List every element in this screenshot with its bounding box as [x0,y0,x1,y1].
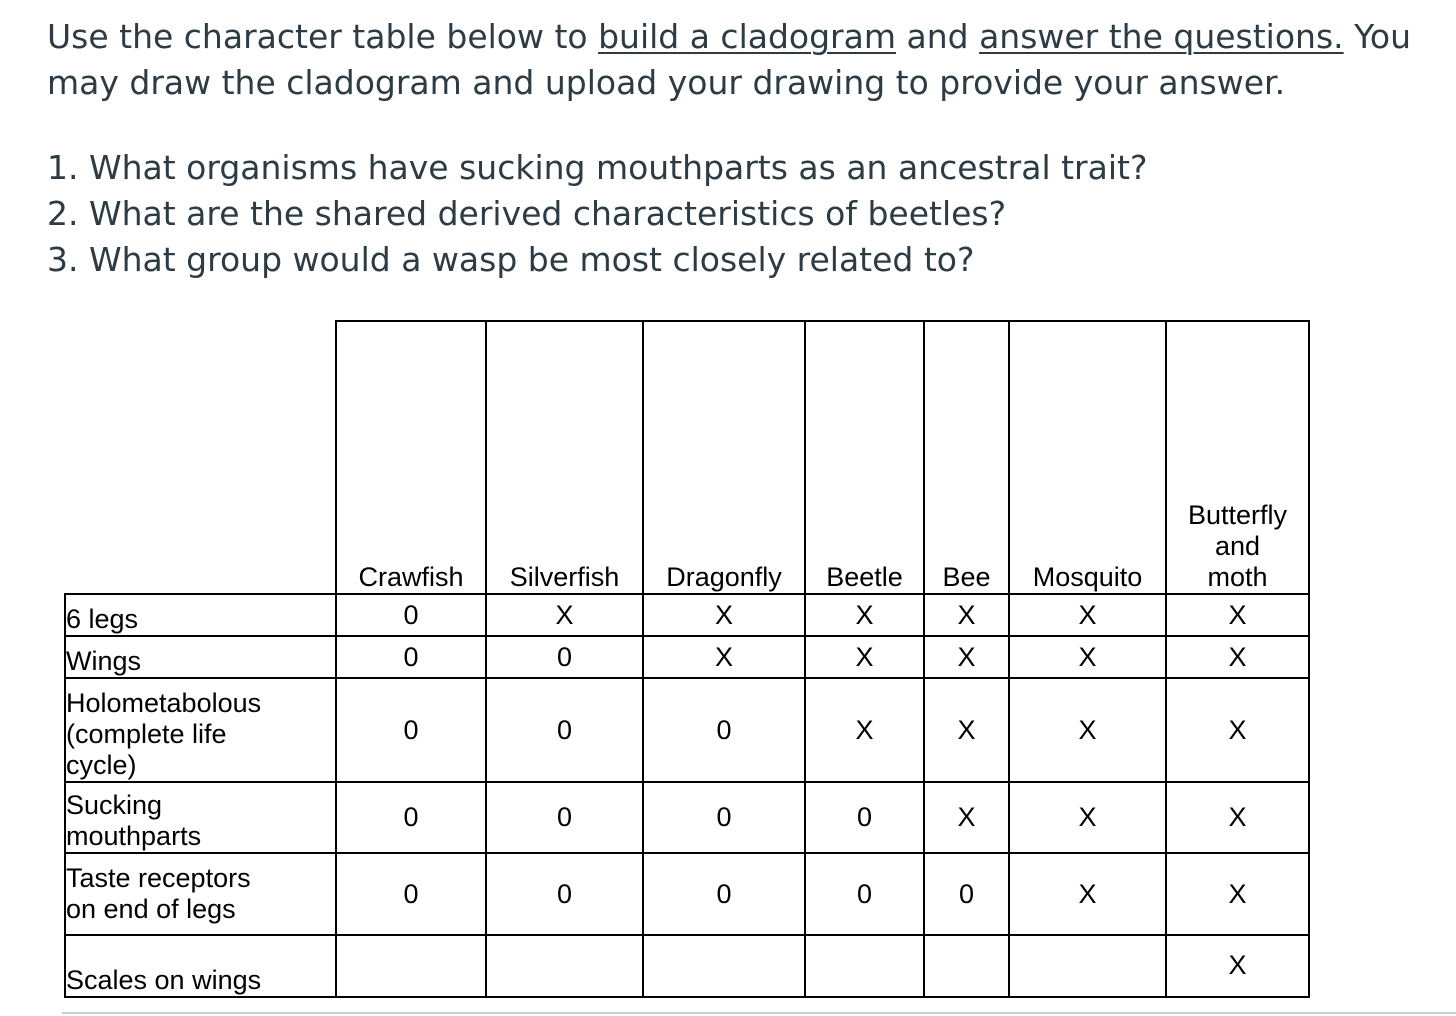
instructions-paragraph [47,14,1447,106]
trait-value: X [924,678,1009,782]
question-2: 2. What are the shared derived characteristics of beetles? [47,194,1007,233]
instructions-text-3: You may draw the cladogram and upload your drawing to provide your answer. [47,17,1412,102]
trait-value: X [486,594,643,636]
trait-value: 0 [924,853,1009,935]
trait-row-holometabolous [65,678,1309,782]
trait-value: X [924,782,1009,853]
trait-value: X [1009,636,1166,678]
character-table [64,320,1310,998]
trait-value: X [1166,853,1309,935]
trait-value [1009,935,1166,997]
trait-value: X [805,678,924,782]
trait-value: 0 [805,782,924,853]
trait-label: Scales on wings [65,935,336,997]
trait-value: 0 [643,678,805,782]
trait-value: X [1166,678,1309,782]
trait-value: 0 [486,636,643,678]
question-3: 3. What group would a wasp be most closely related to? [47,240,975,279]
trait-value [486,935,643,997]
trait-label: Taste receptors on end of legs [65,853,336,935]
trait-label: Wings [65,636,336,678]
trait-value: X [805,594,924,636]
trait-value: X [1009,678,1166,782]
trait-value: X [1009,853,1166,935]
trait-value: 0 [336,636,486,678]
trait-value: 0 [336,594,486,636]
trait-row-sucking-mouthparts [65,782,1309,853]
trait-value: 0 [805,853,924,935]
trait-value: 0 [486,782,643,853]
column-header-mosquito: Mosquito [1009,321,1166,594]
trait-value: X [643,594,805,636]
trait-value: 0 [486,853,643,935]
trait-value: X [805,636,924,678]
question-list [47,145,1447,283]
trait-value [643,935,805,997]
instructions-text-1: Use the character table below to [47,17,599,56]
column-header-silverfish: Silverfish [486,321,643,594]
trait-value: X [1166,594,1309,636]
column-header-crawfish: Crawfish [336,321,486,594]
trait-value: X [924,636,1009,678]
trait-row-wings [65,636,1309,678]
trait-value: X [1009,594,1166,636]
trait-value: 0 [643,853,805,935]
build-cladogram-emphasis: build a cladogram [598,17,896,56]
trait-value: X [1166,782,1309,853]
instructions-text-2: and [895,17,980,56]
trait-value: X [1166,935,1309,997]
trait-value [805,935,924,997]
bottom-divider [62,1012,1456,1014]
trait-row-6-legs [65,594,1309,636]
answer-questions-emphasis: answer the questions. [979,17,1344,56]
trait-value: 0 [336,782,486,853]
trait-value [336,935,486,997]
trait-row-taste-receptors [65,853,1309,935]
trait-value: X [1166,636,1309,678]
trait-label: 6 legs [65,594,336,636]
column-header-butterfly-moth: Butterfly and moth [1166,321,1309,594]
header-row [65,321,1309,594]
trait-value: 0 [643,782,805,853]
table-corner-cell [65,321,336,594]
trait-value: 0 [336,678,486,782]
trait-value: X [643,636,805,678]
column-header-beetle: Beetle [805,321,924,594]
trait-label: Sucking mouthparts [65,782,336,853]
question-1: 1. What organisms have sucking mouthparts as an ancestral trait? [47,148,1148,187]
trait-value: 0 [336,853,486,935]
trait-value: X [1009,782,1166,853]
trait-value: X [924,594,1009,636]
trait-label: Holometabolous (complete life cycle) [65,678,336,782]
trait-row-scales-on-wings [65,935,1309,997]
trait-value [924,935,1009,997]
trait-value: 0 [486,678,643,782]
column-header-bee: Bee [924,321,1009,594]
column-header-dragonfly: Dragonfly [643,321,805,594]
